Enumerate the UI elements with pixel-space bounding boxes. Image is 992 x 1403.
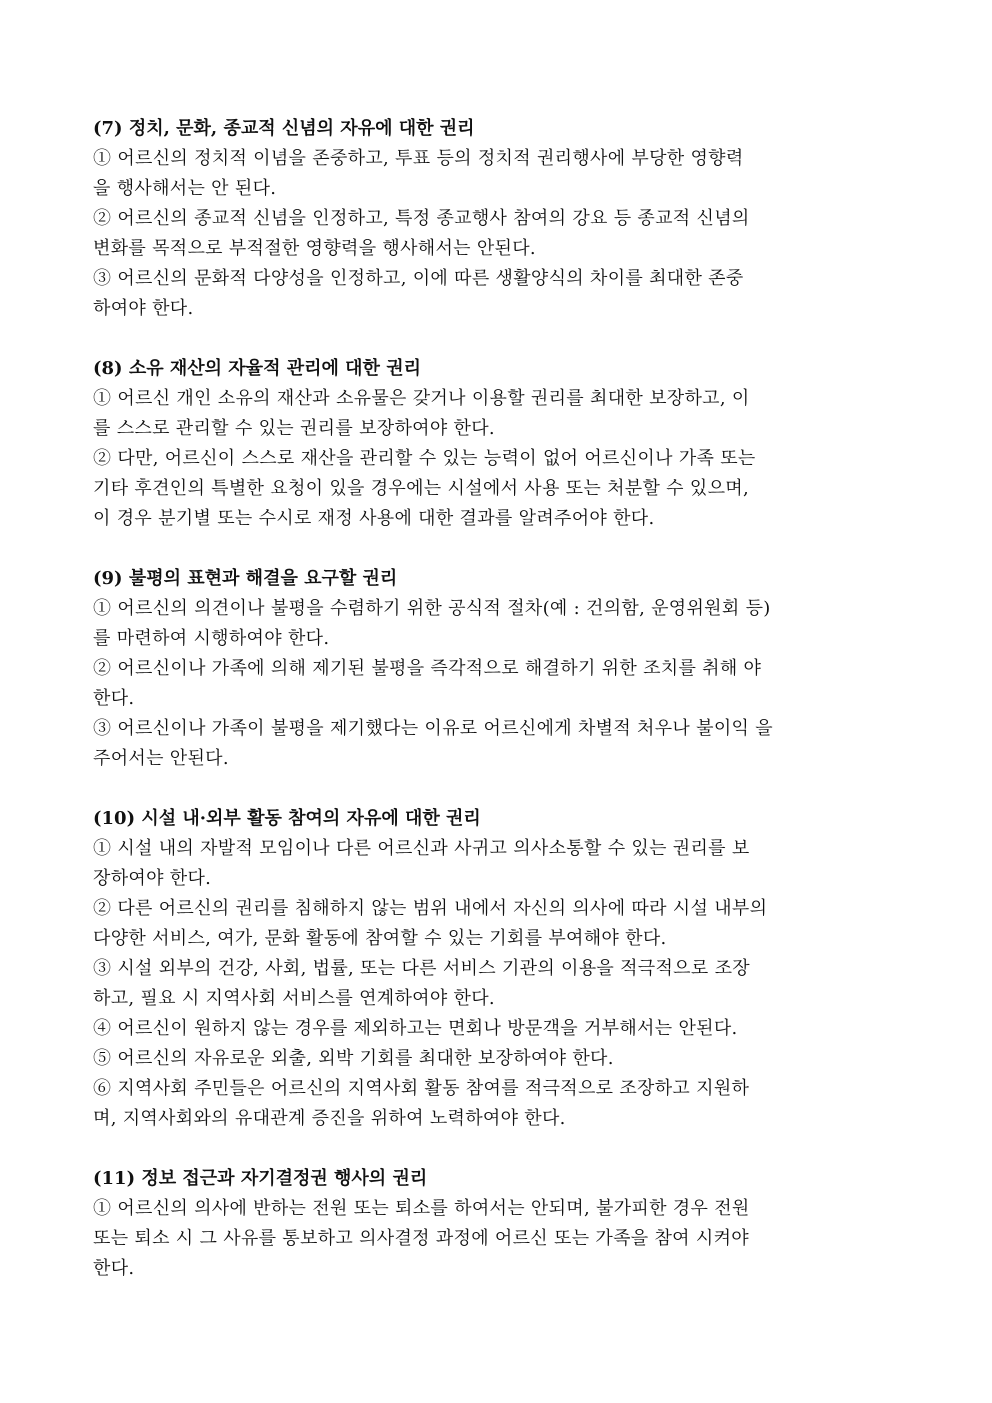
section-heading: (10) 시설 내·외부 활동 참여의 자유에 대한 권리 — [93, 808, 481, 829]
text-line: ② 어르신이나 가족에 의해 제기된 불평을 즉각적으로 해결하기 위한 조치를 취해 야 — [93, 658, 762, 679]
text-line: 이 경우 분기별 또는 수시로 재정 사용에 대한 결과를 알려주어야 한다. — [93, 508, 655, 529]
text-line: ③ 어르신이나 가족이 불평을 제기했다는 이유로 어르신에게 차별적 처우나 불이익 을 — [93, 718, 773, 739]
text-line: ① 어르신의 정치적 이념을 존중하고, 투표 등의 정치적 권리행사에 부당한 영향력 — [93, 148, 744, 169]
text-line: 변화를 목적으로 부적절한 영향력을 행사해서는 안된다. — [93, 238, 536, 259]
text-line: 주어서는 안된다. — [93, 748, 229, 769]
section-10 — [93, 804, 913, 1134]
section-heading: (9) 불평의 표현과 해결을 요구할 권리 — [93, 568, 398, 589]
section-heading: (7) 정치, 문화, 종교적 신념의 자유에 대한 권리 — [93, 118, 475, 139]
text-line: 또는 퇴소 시 그 사유를 통보하고 의사결정 과정에 어르신 또는 가족을 참여 시켜야 — [93, 1228, 749, 1249]
text-line: ② 다만, 어르신이 스스로 재산을 관리할 수 있는 능력이 없어 어르신이나 가족 또는 — [93, 448, 756, 469]
text-line: ① 시설 내의 자발적 모임이나 다른 어르신과 사귀고 의사소통할 수 있는 권리를 보 — [93, 838, 750, 859]
text-line: 하고, 필요 시 지역사회 서비스를 연계하여야 한다. — [93, 988, 495, 1009]
section-8 — [93, 354, 913, 534]
section-heading: (8) 소유 재산의 자율적 관리에 대한 권리 — [93, 358, 421, 379]
text-line: ① 어르신의 의사에 반하는 전원 또는 퇴소를 하여서는 안되며, 불가피한 경우 전원 — [93, 1198, 750, 1219]
text-line: ⑥ 지역사회 주민들은 어르신의 지역사회 활동 참여를 적극적으로 조장하고 지원하 — [93, 1078, 750, 1099]
text-line: ③ 어르신의 문화적 다양성을 인정하고, 이에 따른 생활양식의 차이를 최대한 존중 — [93, 268, 744, 289]
text-line: 기타 후견인의 특별한 요청이 있을 경우에는 시설에서 사용 또는 처분할 수 있으며, — [93, 478, 749, 499]
text-line: ⑤ 어르신의 자유로운 외출, 외박 기회를 최대한 보장하여야 한다. — [93, 1048, 614, 1069]
text-line: ② 어르신의 종교적 신념을 인정하고, 특정 종교행사 참여의 강요 등 종교적 신념의 — [93, 208, 750, 229]
section-heading: (11) 정보 접근과 자기결정권 행사의 권리 — [93, 1168, 428, 1189]
section-9 — [93, 564, 913, 774]
text-line: 장하여야 한다. — [93, 868, 212, 889]
section-7 — [93, 114, 913, 324]
text-line: ③ 시설 외부의 건강, 사회, 법률, 또는 다른 서비스 기관의 이용을 적극적으로 조장 — [93, 958, 750, 979]
text-line: 하여야 한다. — [93, 298, 194, 319]
text-line: ① 어르신 개인 소유의 재산과 소유물은 갖거나 이용할 권리를 최대한 보장하고, 이 — [93, 388, 750, 409]
document-page — [93, 114, 913, 1314]
text-line: 한다. — [93, 688, 135, 709]
text-line: 다양한 서비스, 여가, 문화 활동에 참여할 수 있는 기회를 부여해야 한다. — [93, 928, 667, 949]
section-11 — [93, 1164, 913, 1284]
text-line: ② 다른 어르신의 권리를 침해하지 않는 범위 내에서 자신의 의사에 따라 시설 내부의 — [93, 898, 768, 919]
text-line: 며, 지역사회와의 유대관계 증진을 위하여 노력하여야 한다. — [93, 1108, 566, 1129]
text-line: 한다. — [93, 1258, 135, 1279]
text-line: ① 어르신의 의견이나 불평을 수렴하기 위한 공식적 절차(예 : 건의함, 운영위원회 등) — [93, 598, 771, 619]
text-line: ④ 어르신이 원하지 않는 경우를 제외하고는 면회나 방문객을 거부해서는 안된다. — [93, 1018, 738, 1039]
text-line: 을 행사해서는 안 된다. — [93, 178, 277, 199]
text-line: 를 스스로 관리할 수 있는 권리를 보장하여야 한다. — [93, 418, 495, 439]
text-line: 를 마련하여 시행하여야 한다. — [93, 628, 330, 649]
